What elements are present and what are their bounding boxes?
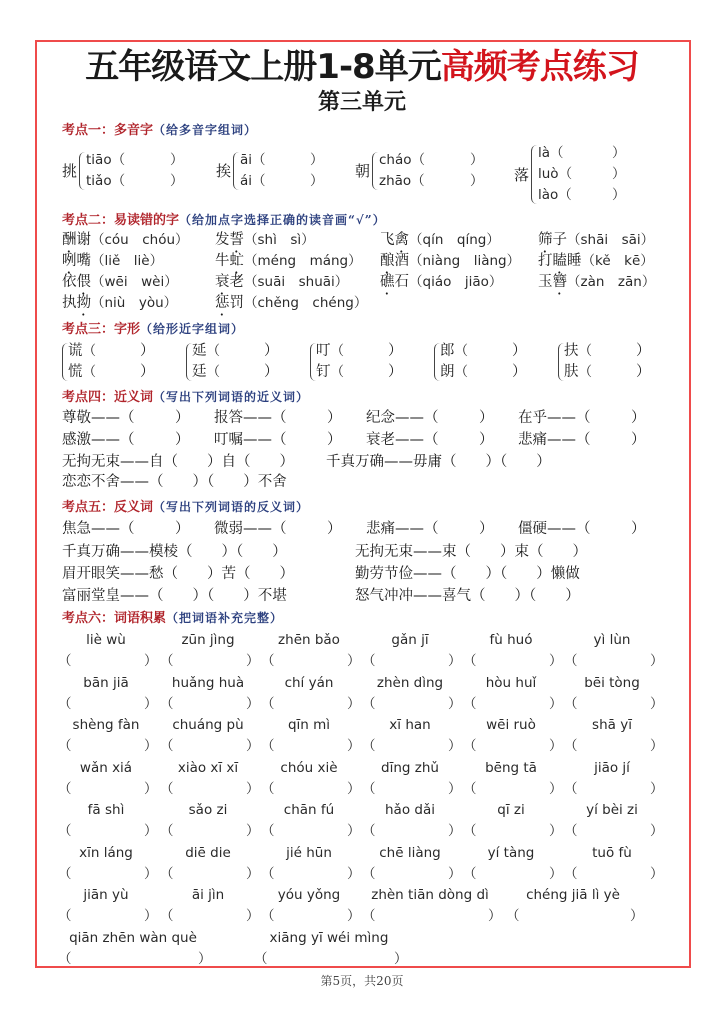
word-char: 谢 xyxy=(76,232,91,248)
word-char: 打 xyxy=(538,253,553,269)
dotted-char: 酬 xyxy=(62,232,77,248)
answer-blank-close[interactable]: ） xyxy=(347,823,361,839)
vocab-pinyin: jié hūn xyxy=(286,844,332,861)
answer-blank-close[interactable]: ） xyxy=(549,823,563,839)
answer-blank-open[interactable]: （ xyxy=(564,695,578,712)
answer-blank-open[interactable]: （ xyxy=(160,908,174,924)
section-5-heading xyxy=(62,498,309,517)
vocab-pinyin: shèng fàn xyxy=(72,717,140,733)
vocab-pinyin: jiāo jí xyxy=(594,759,630,776)
answer-blank-close[interactable]: ） xyxy=(512,343,527,359)
vocab-pinyin: chē liàng xyxy=(379,844,441,861)
answer-blank-close[interactable]: ） xyxy=(650,823,664,839)
vocab-pinyin: hǎo dǎi xyxy=(385,802,435,818)
answer-blank-open[interactable]: （ xyxy=(506,908,520,924)
answer-blank-close[interactable]: ） xyxy=(549,695,563,712)
vocab-pinyin: chí yán xyxy=(284,674,334,691)
answer-blank-close[interactable]: ） xyxy=(479,410,494,426)
section-6-title: 考点六：词语积累 xyxy=(62,611,167,626)
answer-blank-close[interactable]: ） xyxy=(394,950,408,967)
answer-blank-open[interactable]: （ xyxy=(454,364,468,380)
polyphone-reading: tiāo（ xyxy=(86,152,126,168)
answer-blank-open[interactable]: （ xyxy=(463,653,477,669)
word-char: 玉 xyxy=(538,274,553,290)
shape-char: 叮 xyxy=(316,343,331,359)
answer-blank-open[interactable]: （ xyxy=(58,780,72,797)
word-char: 嘴 xyxy=(76,253,91,269)
answer-blank-open[interactable]: （ xyxy=(564,865,578,882)
polyphone-reading: tiǎo（ xyxy=(86,173,126,189)
answer-blank-close[interactable]: ） xyxy=(246,738,260,754)
vocab-pinyin: zūn jìng xyxy=(181,632,235,648)
pinyin-options[interactable]: （niàng liàng） xyxy=(409,253,521,269)
shape-char: 扶 xyxy=(564,343,579,359)
answer-blank-close[interactable]: ） xyxy=(175,521,190,537)
vocab-pinyin: shā yī xyxy=(592,717,632,733)
answer-blank-open[interactable]: （ xyxy=(564,653,578,669)
pinyin-options[interactable]: （shāi sāi） xyxy=(567,232,655,248)
answer-blank-close[interactable]: ） xyxy=(470,152,484,168)
vocab-pinyin: xī han xyxy=(389,717,431,733)
synonym-item[interactable]: 在乎——（ xyxy=(518,410,591,426)
answer-blank-open[interactable]: （ xyxy=(261,865,275,882)
vocab-pinyin: yì lùn xyxy=(593,632,631,648)
answer-blank-close[interactable]: ） xyxy=(630,908,644,924)
answer-blank-close[interactable]: ） xyxy=(448,780,462,797)
answer-blank-open[interactable]: （ xyxy=(206,343,220,359)
vocab-pinyin: jiān yù xyxy=(83,887,129,903)
answer-blank-open[interactable]: （ xyxy=(362,780,376,797)
dotted-char: 礁 xyxy=(380,274,395,290)
polyphone-reading: cháo（ xyxy=(379,152,426,168)
answer-blank-open[interactable]: （ xyxy=(564,780,578,797)
answer-blank-open[interactable]: （ xyxy=(58,738,72,754)
answer-blank-close[interactable]: ） xyxy=(388,343,403,359)
vocab-pinyin: chuáng pù xyxy=(172,717,244,733)
shape-item xyxy=(564,362,592,382)
answer-blank-close[interactable]: ） xyxy=(631,521,646,537)
answer-blank-open[interactable]: （ xyxy=(58,908,72,924)
section-5-note: （写出下列词语的反义词） xyxy=(153,500,310,514)
page-title xyxy=(0,47,724,87)
vocab-pinyin: xiào xī xī xyxy=(177,759,239,776)
answer-blank-close[interactable]: ） xyxy=(512,364,527,380)
shape-item xyxy=(440,362,468,382)
answer-blank-open[interactable]: （ xyxy=(362,653,376,669)
section-1-note: （给多音字组词） xyxy=(153,123,258,137)
polyphone-char: 挑 xyxy=(62,162,78,180)
answer-blank-close[interactable]: ） xyxy=(479,432,494,448)
title-accent: 高频考点练习 xyxy=(440,47,639,87)
vocab-pinyin: fā shì xyxy=(87,802,125,818)
answer-blank-close[interactable]: ） xyxy=(140,364,155,380)
answer-blank-open[interactable]: （ xyxy=(160,653,174,669)
answer-blank-open[interactable]: （ xyxy=(261,695,275,712)
word-char: 依 xyxy=(62,274,77,290)
vocab-pinyin: sǎo zi xyxy=(188,802,228,818)
answer-blank-open[interactable]: （ xyxy=(463,823,477,839)
answer-blank-close[interactable]: ） xyxy=(347,695,361,712)
word-char: 执 xyxy=(62,295,77,311)
answer-blank-close[interactable]: ） xyxy=(347,738,361,754)
vocab-pinyin: gǎn jī xyxy=(391,632,429,648)
word-char: 睡 xyxy=(567,253,582,269)
answer-blank-close[interactable]: ） xyxy=(650,653,664,669)
section-3-heading xyxy=(62,320,244,339)
answer-blank-open[interactable]: （ xyxy=(261,823,275,839)
answer-blank-open[interactable]: （ xyxy=(160,823,174,839)
vocab-pinyin: wǎn xiá xyxy=(79,759,133,776)
answer-blank-open[interactable]: （ xyxy=(206,364,220,380)
section-1-title: 考点一：多音字 xyxy=(62,123,154,138)
answer-blank-close[interactable]: ） xyxy=(144,738,158,754)
synonym-item[interactable]: 无拘无束——自（ ）自（ ） xyxy=(62,454,294,470)
dotted-char: 衰 xyxy=(215,274,230,290)
unit-subtitle: 第三单元 xyxy=(317,90,406,115)
vocab-pinyin: hòu huǐ xyxy=(485,674,537,691)
dotted-char: 虻 xyxy=(229,253,244,269)
antonym-item[interactable]: 勤劳节俭——（ ）（ ）懒做 xyxy=(355,566,580,582)
answer-blank-open[interactable]: （ xyxy=(463,738,477,754)
answer-blank-close[interactable]: ） xyxy=(310,173,324,189)
vocab-pinyin: āi jìn xyxy=(191,887,225,903)
section-1-heading xyxy=(62,121,257,140)
vocab-pinyin: bēi tòng xyxy=(584,674,640,691)
answer-blank-close[interactable]: ） xyxy=(175,432,190,448)
misread-item xyxy=(538,272,655,298)
pinyin-options[interactable]: （shì sì） xyxy=(244,232,315,248)
answer-blank-close[interactable]: ） xyxy=(144,823,158,839)
section-6-heading xyxy=(62,609,283,628)
vocab-pinyin: qī zi xyxy=(497,802,525,818)
shape-item xyxy=(564,341,592,361)
shape-item xyxy=(192,341,220,361)
answer-blank-close[interactable]: ） xyxy=(470,173,484,189)
answer-blank-open[interactable]: （ xyxy=(362,908,376,924)
answer-blank-close[interactable]: ） xyxy=(310,152,324,168)
answer-blank-close[interactable]: ） xyxy=(144,695,158,712)
vocab-pinyin: dīng zhǔ xyxy=(381,759,439,776)
dotted-char: 酿 xyxy=(380,253,395,269)
synonym-item[interactable]: 衰老——（ xyxy=(366,432,439,448)
synonym-item[interactable]: 纪念——（ xyxy=(366,410,439,426)
polyphone-char: 朝 xyxy=(355,162,371,180)
polyphone-char: 挨 xyxy=(216,162,232,180)
answer-blank-open[interactable]: （ xyxy=(160,865,174,882)
answer-blank-close[interactable]: ） xyxy=(388,364,403,380)
vocab-pinyin: tuō fù xyxy=(592,844,632,861)
shape-char: 郎 xyxy=(440,343,455,359)
pinyin-options[interactable]: （qín qíng） xyxy=(409,232,500,248)
vocab-pinyin: zhēn bǎo xyxy=(278,632,340,648)
antonym-item[interactable]: 僵硬——（ xyxy=(518,521,591,537)
answer-blank-close[interactable]: ） xyxy=(246,908,260,924)
synonym-item[interactable]: 千真万确——毋庸（ ）（ ） xyxy=(326,454,551,470)
answer-blank-close[interactable]: ） xyxy=(347,908,361,924)
shape-item xyxy=(316,362,344,382)
answer-blank-close[interactable]: ） xyxy=(246,865,260,882)
polyphone-reading: zhāo（ xyxy=(379,173,425,189)
shape-char: 朗 xyxy=(440,364,455,380)
answer-blank-open[interactable]: （ xyxy=(463,865,477,882)
synonym-item[interactable]: 感激——（ xyxy=(62,432,135,448)
antonym-item[interactable]: 眉开眼笑——愁（ ）苦（ ） xyxy=(62,566,294,582)
polyphone-reading: āi（ xyxy=(240,152,266,168)
answer-blank-close[interactable]: ） xyxy=(549,780,563,797)
dotted-char: 偎 xyxy=(76,274,91,290)
answer-blank-open[interactable]: （ xyxy=(58,950,72,967)
word-char: 发 xyxy=(215,232,230,248)
answer-blank-open[interactable]: （ xyxy=(463,780,477,797)
antonym-item[interactable]: 怒气冲冲——喜气（ ）（ ） xyxy=(355,588,580,604)
vocab-pinyin: huǎng huà xyxy=(171,674,245,691)
section-6-note: （把词语补充完整） xyxy=(166,611,284,625)
word-char: 罚 xyxy=(229,295,244,311)
vocab-pinyin: qīn mì xyxy=(287,717,331,733)
answer-blank-open[interactable]: （ xyxy=(463,695,477,712)
answer-blank-open[interactable]: （ xyxy=(362,865,376,882)
answer-blank-close[interactable]: ） xyxy=(246,653,260,669)
answer-blank-open[interactable]: （ xyxy=(362,738,376,754)
vocab-pinyin: yí bèi zi xyxy=(586,802,638,818)
answer-blank-close[interactable]: ） xyxy=(246,780,260,797)
dotted-char: 瞌 xyxy=(552,253,567,269)
answer-blank-open[interactable]: （ xyxy=(58,653,72,669)
answer-blank-open[interactable]: （ xyxy=(261,653,275,669)
answer-blank-open[interactable]: （ xyxy=(564,738,578,754)
answer-blank-open[interactable]: （ xyxy=(362,695,376,712)
dotted-char: 惩 xyxy=(215,295,230,311)
answer-blank-close[interactable]: ） xyxy=(246,695,260,712)
answer-blank-open[interactable]: （ xyxy=(160,695,174,712)
polyphone-reading: ái（ xyxy=(240,173,266,189)
word-char: 子 xyxy=(552,232,567,248)
vocab-pinyin: yí tàng xyxy=(487,844,535,861)
vocab-pinyin: zhèn tiān dòng dì xyxy=(371,887,489,903)
title-main: 五年级语文上册1-8单元 xyxy=(85,47,441,87)
antonym-item[interactable]: 焦急——（ xyxy=(62,521,135,537)
answer-blank-close[interactable]: ） xyxy=(327,410,342,426)
polyphone-reading: luò（ xyxy=(538,166,573,182)
answer-blank-close[interactable]: ） xyxy=(549,865,563,882)
misread-item xyxy=(380,272,502,298)
answer-blank-close[interactable]: ） xyxy=(246,823,260,839)
answer-blank-open[interactable]: （ xyxy=(82,343,96,359)
pinyin-options[interactable]: （wēi wèi） xyxy=(91,274,178,290)
answer-blank-close[interactable]: ） xyxy=(636,343,651,359)
pinyin-options[interactable]: （liě liè） xyxy=(91,253,164,269)
answer-blank-close[interactable]: ） xyxy=(327,432,342,448)
pinyin-options[interactable]: （kě kē） xyxy=(581,253,654,269)
pinyin-options[interactable]: （chěng chéng） xyxy=(244,295,368,311)
answer-blank-close[interactable]: ） xyxy=(170,173,184,189)
dotted-char: 筛 xyxy=(538,232,553,248)
polyphone-reading: lào（ xyxy=(538,187,572,203)
vocab-pinyin: bān jiā xyxy=(83,674,129,691)
answer-blank-open[interactable]: （ xyxy=(160,780,174,797)
answer-blank-close[interactable]: ） xyxy=(140,343,155,359)
shape-item xyxy=(68,362,96,382)
synonym-item[interactable]: 悲痛——（ xyxy=(518,432,591,448)
answer-blank-close[interactable]: ） xyxy=(347,865,361,882)
answer-blank-close[interactable]: ） xyxy=(549,738,563,754)
word-char: 飞 xyxy=(380,232,395,248)
answer-blank-close[interactable]: ） xyxy=(549,653,563,669)
misread-item xyxy=(62,293,177,319)
shape-char: 廷 xyxy=(192,364,207,380)
synonym-item[interactable]: 尊敬——（ xyxy=(62,410,135,426)
dotted-char: 咧 xyxy=(62,253,77,269)
vocab-pinyin: xīn láng xyxy=(79,844,133,861)
section-3-note: （给形近字组词） xyxy=(140,322,245,336)
answer-blank-close[interactable]: ） xyxy=(144,653,158,669)
answer-blank-close[interactable]: ） xyxy=(264,364,279,380)
vocab-pinyin: fù huó xyxy=(489,632,533,648)
answer-blank-open[interactable]: （ xyxy=(330,364,344,380)
answer-blank-open[interactable]: （ xyxy=(454,343,468,359)
word-char: 牛 xyxy=(215,253,230,269)
answer-blank-close[interactable]: ） xyxy=(327,521,342,537)
polyphone-reading: là（ xyxy=(538,145,564,161)
answer-blank-close[interactable]: ） xyxy=(448,695,462,712)
answer-blank-close[interactable]: ） xyxy=(612,187,626,203)
dotted-char: 拗 xyxy=(76,295,91,311)
vocab-pinyin: wēi ruò xyxy=(486,717,536,733)
word-char: 酒 xyxy=(394,253,409,269)
answer-blank-open[interactable]: （ xyxy=(578,343,592,359)
shape-char: 延 xyxy=(192,343,207,359)
brace-icon xyxy=(372,152,378,190)
pinyin-options[interactable]: （zàn zān） xyxy=(567,274,656,290)
brace-icon xyxy=(531,145,537,204)
answer-blank-open[interactable]: （ xyxy=(564,823,578,839)
shape-char: 钉 xyxy=(316,364,331,380)
shape-item xyxy=(440,341,468,361)
section-4-heading xyxy=(62,388,309,407)
section-2-title: 考点二：易读错的字 xyxy=(62,213,180,228)
synonym-item[interactable]: 恋恋不舍——（ ）（ ）不舍 xyxy=(62,474,287,490)
shape-char: 肤 xyxy=(564,364,579,380)
synonym-item[interactable]: 报答——（ xyxy=(214,410,287,426)
shape-char: 慌 xyxy=(68,364,83,380)
vocab-pinyin: yóu yǒng xyxy=(277,887,341,903)
answer-blank-open[interactable]: （ xyxy=(82,364,96,380)
dotted-char: 誓 xyxy=(229,232,244,248)
answer-blank-close[interactable]: ） xyxy=(636,364,651,380)
answer-blank-close[interactable]: ） xyxy=(170,152,184,168)
answer-blank-close[interactable]: ） xyxy=(631,410,646,426)
answer-blank-open[interactable]: （ xyxy=(58,695,72,712)
answer-blank-close[interactable]: ） xyxy=(488,908,502,924)
antonym-item[interactable]: 微弱——（ xyxy=(214,521,287,537)
vocab-pinyin: chóu xiè xyxy=(280,759,338,776)
answer-blank-close[interactable]: ） xyxy=(144,908,158,924)
section-3-title: 考点三：字形 xyxy=(62,322,141,337)
word-char: 老 xyxy=(229,274,244,290)
shape-char: 谎 xyxy=(68,343,83,359)
vocab-pinyin: chān fú xyxy=(283,802,335,818)
answer-blank-close[interactable]: ） xyxy=(198,950,212,967)
answer-blank-open[interactable]: （ xyxy=(261,738,275,754)
vocab-pinyin: liè wù xyxy=(86,632,126,648)
vocab-pinyin: bēng tā xyxy=(485,759,537,776)
answer-blank-close[interactable]: ） xyxy=(650,865,664,882)
answer-blank-close[interactable]: ） xyxy=(448,823,462,839)
brace-icon xyxy=(233,152,239,190)
pinyin-options[interactable]: （méng máng） xyxy=(244,253,362,269)
answer-blank-close[interactable]: ） xyxy=(175,410,190,426)
section-2-note: （给加点字选择正确的读音画“√”） xyxy=(179,213,386,227)
answer-blank-close[interactable]: ） xyxy=(612,145,626,161)
answer-blank-open[interactable]: （ xyxy=(58,823,72,839)
answer-blank-open[interactable]: （ xyxy=(254,950,268,967)
shape-item xyxy=(192,362,220,382)
answer-blank-close[interactable]: ） xyxy=(631,432,646,448)
antonym-item[interactable]: 悲痛——（ xyxy=(366,521,439,537)
answer-blank-close[interactable]: ） xyxy=(650,738,664,754)
pinyin-options[interactable]: （qiáo jiāo） xyxy=(409,274,503,290)
answer-blank-close[interactable]: ） xyxy=(347,653,361,669)
answer-blank-close[interactable]: ） xyxy=(448,865,462,882)
answer-blank-open[interactable]: （ xyxy=(261,780,275,797)
section-4-note: （写出下列词语的近义词） xyxy=(153,390,310,404)
answer-blank-close[interactable]: ） xyxy=(650,695,664,712)
page-footer: 第5页，共20页 xyxy=(320,974,404,988)
answer-blank-open[interactable]: （ xyxy=(578,364,592,380)
answer-blank-close[interactable]: ） xyxy=(264,343,279,359)
answer-blank-open[interactable]: （ xyxy=(58,865,72,882)
vocab-pinyin: zhèn dìng xyxy=(376,674,444,691)
polyphone-char: 落 xyxy=(514,165,530,184)
section-5-title: 考点五：反义词 xyxy=(62,500,154,515)
section-2-heading xyxy=(62,211,386,230)
dotted-char: 禽 xyxy=(394,232,409,248)
answer-blank-close[interactable]: ） xyxy=(448,738,462,754)
shape-item xyxy=(316,341,344,361)
vocab-pinyin: chéng jiā lì yè xyxy=(526,887,620,903)
synonym-item[interactable]: 叮嘱——（ xyxy=(214,432,287,448)
brace-icon xyxy=(79,152,85,190)
vocab-pinyin: diē die xyxy=(185,844,231,861)
answer-blank-close[interactable]: ） xyxy=(650,780,664,797)
pinyin-options[interactable]: （cóu chóu） xyxy=(91,232,189,248)
answer-blank-close[interactable]: ） xyxy=(612,166,626,182)
word-char: 石 xyxy=(394,274,409,290)
misread-item xyxy=(215,293,367,319)
answer-blank-close[interactable]: ） xyxy=(479,521,494,537)
dotted-char: 簪 xyxy=(552,274,567,290)
pinyin-options[interactable]: （niù yòu） xyxy=(91,295,178,311)
answer-blank-close[interactable]: ） xyxy=(448,653,462,669)
answer-blank-open[interactable]: （ xyxy=(261,908,275,924)
antonym-item[interactable]: 无拘无束——束（ ）束（ ） xyxy=(355,544,587,560)
answer-blank-close[interactable]: ） xyxy=(144,780,158,797)
vocab-pinyin: qiān zhēn wàn què xyxy=(69,929,197,946)
answer-blank-open[interactable]: （ xyxy=(160,738,174,754)
antonym-item[interactable]: 富丽堂皇——（ ）（ ）不堪 xyxy=(62,588,287,604)
antonym-item[interactable]: 千真万确——模棱（ ）（ ） xyxy=(62,544,287,560)
vocab-pinyin: xiāng yī wéi mìng xyxy=(269,929,389,946)
answer-blank-open[interactable]: （ xyxy=(362,823,376,839)
section-4-title: 考点四：近义词 xyxy=(62,390,154,405)
pinyin-options[interactable]: （suāi shuāi） xyxy=(244,274,349,290)
answer-blank-close[interactable]: ） xyxy=(347,780,361,797)
shape-item xyxy=(68,341,96,361)
answer-blank-open[interactable]: （ xyxy=(330,343,344,359)
answer-blank-close[interactable]: ） xyxy=(144,865,158,882)
